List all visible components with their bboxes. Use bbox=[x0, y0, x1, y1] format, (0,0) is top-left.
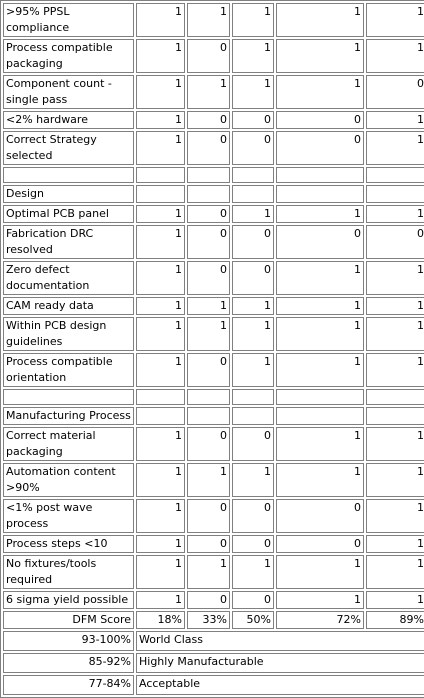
criteria-label-cell[interactable]: Process steps <10 bbox=[3, 535, 134, 553]
score-cell[interactable]: 1 bbox=[187, 555, 230, 589]
table-row bbox=[3, 3, 424, 37]
score-cell[interactable]: 1 bbox=[366, 427, 424, 461]
score-cell[interactable]: 0 bbox=[187, 205, 230, 223]
dfm-score-row bbox=[3, 611, 424, 629]
score-cell[interactable]: 1 bbox=[276, 205, 364, 223]
score-cell[interactable]: 0 bbox=[187, 535, 230, 553]
score-cell[interactable]: 1 bbox=[366, 353, 424, 387]
table-body bbox=[3, 3, 424, 695]
table-row bbox=[3, 39, 424, 73]
score-cell[interactable]: 1 bbox=[276, 3, 364, 37]
score-cell[interactable] bbox=[232, 185, 274, 203]
score-cell[interactable]: 1 bbox=[136, 499, 185, 533]
criteria-label-cell[interactable]: <1% post wave process bbox=[3, 499, 134, 533]
score-cell[interactable]: 1 bbox=[136, 427, 185, 461]
score-cell[interactable]: 1 bbox=[232, 39, 274, 73]
dfm-score-value[interactable]: 72% bbox=[276, 611, 364, 629]
score-cell[interactable] bbox=[136, 185, 185, 203]
table-row bbox=[3, 225, 424, 259]
score-cell[interactable]: 1 bbox=[276, 261, 364, 295]
score-cell[interactable]: 0 bbox=[232, 261, 274, 295]
score-cell[interactable]: 0 bbox=[366, 75, 424, 109]
table-row bbox=[3, 261, 424, 295]
criteria-label-cell[interactable]: Correct material packaging bbox=[3, 427, 134, 461]
table-row bbox=[3, 317, 424, 351]
table-row bbox=[3, 353, 424, 387]
table-row bbox=[3, 167, 424, 183]
score-cell[interactable]: 0 bbox=[187, 131, 230, 165]
score-cell[interactable] bbox=[276, 167, 364, 183]
table-row bbox=[3, 499, 424, 533]
score-cell[interactable]: 1 bbox=[136, 75, 185, 109]
score-cell[interactable]: 1 bbox=[187, 75, 230, 109]
score-cell[interactable]: 0 bbox=[276, 535, 364, 553]
score-cell[interactable]: 1 bbox=[366, 317, 424, 351]
score-cell[interactable]: 1 bbox=[366, 131, 424, 165]
score-cell[interactable]: 0 bbox=[366, 225, 424, 259]
dfm-score-value[interactable]: 89% bbox=[366, 611, 424, 629]
score-cell[interactable]: 1 bbox=[187, 297, 230, 315]
score-cell[interactable]: 1 bbox=[136, 131, 185, 165]
score-cell[interactable]: 1 bbox=[366, 499, 424, 533]
score-cell[interactable]: 1 bbox=[232, 353, 274, 387]
score-cell[interactable] bbox=[366, 389, 424, 405]
score-cell[interactable]: 1 bbox=[276, 75, 364, 109]
score-cell[interactable]: 1 bbox=[232, 3, 274, 37]
score-cell[interactable]: 1 bbox=[136, 535, 185, 553]
score-cell[interactable]: 1 bbox=[366, 3, 424, 37]
table-row bbox=[3, 389, 424, 405]
score-cell[interactable]: 1 bbox=[366, 555, 424, 589]
score-cell[interactable] bbox=[232, 389, 274, 405]
score-cell[interactable]: 1 bbox=[136, 111, 185, 129]
score-cell[interactable]: 0 bbox=[187, 261, 230, 295]
score-cell[interactable] bbox=[366, 167, 424, 183]
dfm-score-value[interactable]: 50% bbox=[232, 611, 274, 629]
score-cell[interactable]: 1 bbox=[136, 225, 185, 259]
criteria-label-cell[interactable]: Process compatible orientation bbox=[3, 353, 134, 387]
score-cell[interactable]: 0 bbox=[276, 499, 364, 533]
score-cell[interactable] bbox=[366, 407, 424, 425]
score-cell[interactable] bbox=[276, 389, 364, 405]
table-row bbox=[3, 407, 424, 425]
score-cell[interactable]: 1 bbox=[366, 205, 424, 223]
score-cell[interactable]: 1 bbox=[366, 297, 424, 315]
criteria-label-cell[interactable]: Design bbox=[3, 185, 134, 203]
score-cell[interactable]: 0 bbox=[187, 225, 230, 259]
score-cell[interactable]: 1 bbox=[187, 317, 230, 351]
score-cell[interactable] bbox=[276, 407, 364, 425]
score-cell[interactable]: 1 bbox=[232, 317, 274, 351]
score-cell[interactable]: 1 bbox=[136, 261, 185, 295]
score-cell[interactable]: 1 bbox=[187, 3, 230, 37]
score-cell[interactable] bbox=[136, 167, 185, 183]
score-cell[interactable]: 0 bbox=[232, 535, 274, 553]
score-cell[interactable]: 1 bbox=[136, 3, 185, 37]
score-cell[interactable]: 1 bbox=[366, 591, 424, 609]
rating-row bbox=[3, 653, 424, 673]
criteria-label-cell[interactable]: <2% hardware bbox=[3, 111, 134, 129]
score-cell[interactable] bbox=[187, 185, 230, 203]
score-cell[interactable]: 1 bbox=[366, 535, 424, 553]
criteria-label-cell[interactable]: Fabrication DRC resolved bbox=[3, 225, 134, 259]
score-cell[interactable]: 1 bbox=[232, 297, 274, 315]
score-cell[interactable]: 1 bbox=[276, 353, 364, 387]
rating-range: 77-84% bbox=[3, 675, 134, 695]
score-cell[interactable]: 0 bbox=[187, 39, 230, 73]
criteria-label-cell[interactable]: Automation content >90% bbox=[3, 463, 134, 497]
criteria-label-cell[interactable]: Optimal PCB panel bbox=[3, 205, 134, 223]
rating-row bbox=[3, 675, 424, 695]
criteria-label-cell[interactable]: Component count - single pass bbox=[3, 75, 134, 109]
score-cell[interactable]: 1 bbox=[136, 297, 185, 315]
score-cell[interactable]: 1 bbox=[136, 353, 185, 387]
score-cell[interactable]: 1 bbox=[276, 39, 364, 73]
score-cell[interactable]: 1 bbox=[366, 39, 424, 73]
dfm-score-label: DFM Score bbox=[3, 611, 134, 629]
criteria-label-cell[interactable]: Zero defect documentation bbox=[3, 261, 134, 295]
criteria-label-cell[interactable]: Process compatible packaging bbox=[3, 39, 134, 73]
score-cell[interactable]: 1 bbox=[276, 463, 364, 497]
score-cell[interactable]: 0 bbox=[232, 591, 274, 609]
table-row bbox=[3, 131, 424, 165]
table-row bbox=[3, 185, 424, 203]
score-cell[interactable]: 1 bbox=[276, 555, 364, 589]
score-cell[interactable]: 0 bbox=[187, 427, 230, 461]
score-cell[interactable]: 1 bbox=[136, 205, 185, 223]
score-cell[interactable]: 1 bbox=[366, 261, 424, 295]
criteria-label-cell[interactable]: Within PCB design guidelines bbox=[3, 317, 134, 351]
score-cell[interactable] bbox=[136, 407, 185, 425]
table-row bbox=[3, 555, 424, 589]
table-row bbox=[3, 297, 424, 315]
score-cell[interactable] bbox=[232, 407, 274, 425]
score-cell[interactable]: 0 bbox=[232, 499, 274, 533]
score-cell[interactable]: 1 bbox=[276, 591, 364, 609]
score-cell[interactable]: 1 bbox=[136, 591, 185, 609]
score-cell[interactable]: 0 bbox=[232, 131, 274, 165]
dfm-score-value[interactable]: 33% bbox=[187, 611, 230, 629]
rating-label: Highly Manufacturable bbox=[136, 653, 424, 673]
score-cell[interactable]: 0 bbox=[276, 131, 364, 165]
score-cell[interactable]: 1 bbox=[136, 463, 185, 497]
criteria-label-cell[interactable]: 6 sigma yield possible bbox=[3, 591, 134, 609]
score-cell[interactable] bbox=[366, 185, 424, 203]
score-cell[interactable] bbox=[136, 389, 185, 405]
score-cell[interactable]: 0 bbox=[187, 111, 230, 129]
score-cell[interactable]: 1 bbox=[187, 463, 230, 497]
score-cell[interactable]: 1 bbox=[232, 555, 274, 589]
rating-row bbox=[3, 631, 424, 651]
rating-range: 93-100% bbox=[3, 631, 134, 651]
table-row bbox=[3, 535, 424, 553]
score-cell[interactable] bbox=[187, 389, 230, 405]
table-row bbox=[3, 591, 424, 609]
score-cell[interactable]: 1 bbox=[276, 427, 364, 461]
score-cell[interactable]: 1 bbox=[136, 317, 185, 351]
criteria-label-cell[interactable]: Manufacturing Process bbox=[3, 407, 134, 425]
score-cell[interactable]: 1 bbox=[276, 297, 364, 315]
rating-label: World Class bbox=[136, 631, 424, 651]
table-row bbox=[3, 427, 424, 461]
score-cell[interactable]: 1 bbox=[232, 463, 274, 497]
score-cell[interactable] bbox=[187, 407, 230, 425]
table-row bbox=[3, 75, 424, 109]
criteria-label-cell[interactable]: CAM ready data bbox=[3, 297, 134, 315]
score-cell[interactable]: 1 bbox=[366, 463, 424, 497]
score-cell[interactable]: 1 bbox=[366, 111, 424, 129]
score-cell[interactable]: 0 bbox=[232, 225, 274, 259]
score-cell[interactable]: 0 bbox=[276, 225, 364, 259]
score-cell[interactable] bbox=[276, 185, 364, 203]
score-cell[interactable]: 1 bbox=[232, 205, 274, 223]
score-cell[interactable]: 1 bbox=[136, 555, 185, 589]
score-cell[interactable] bbox=[232, 167, 274, 183]
score-cell[interactable]: 0 bbox=[187, 353, 230, 387]
criteria-label-cell[interactable]: Correct Strategy selected bbox=[3, 131, 134, 165]
score-cell[interactable]: 0 bbox=[232, 111, 274, 129]
criteria-label-cell[interactable] bbox=[3, 167, 134, 183]
rating-range: 85-92% bbox=[3, 653, 134, 673]
score-cell[interactable]: 0 bbox=[232, 427, 274, 461]
score-cell[interactable]: 1 bbox=[232, 75, 274, 109]
criteria-label-cell[interactable]: No fixtures/tools required bbox=[3, 555, 134, 589]
criteria-label-cell[interactable] bbox=[3, 389, 134, 405]
score-cell[interactable]: 0 bbox=[276, 111, 364, 129]
score-cell[interactable]: 1 bbox=[276, 317, 364, 351]
table-row bbox=[3, 111, 424, 129]
dfm-score-value[interactable]: 18% bbox=[136, 611, 185, 629]
score-cell[interactable]: 0 bbox=[187, 499, 230, 533]
table-row bbox=[3, 463, 424, 497]
score-cell[interactable]: 1 bbox=[136, 39, 185, 73]
score-cell[interactable]: 0 bbox=[187, 591, 230, 609]
criteria-label-cell[interactable]: >95% PPSL compliance bbox=[3, 3, 134, 37]
table-row bbox=[3, 205, 424, 223]
score-cell[interactable] bbox=[187, 167, 230, 183]
rating-label: Acceptable bbox=[136, 675, 424, 695]
